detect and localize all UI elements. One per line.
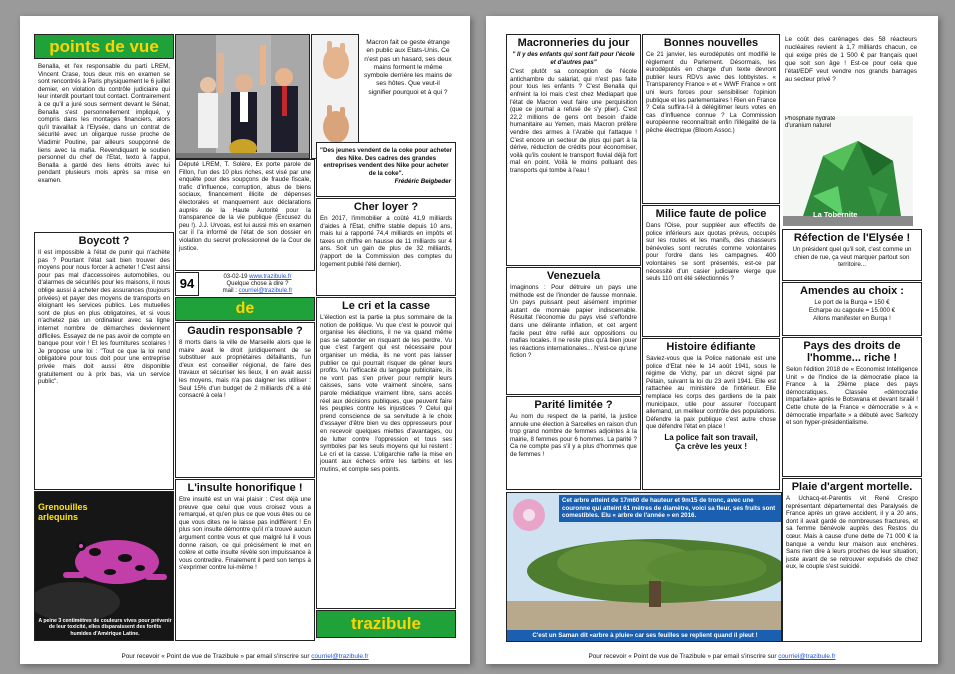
right-page [486, 16, 938, 664]
issue-info [200, 272, 315, 296]
benalla-article [34, 61, 174, 231]
plaie-article [782, 478, 922, 642]
macron-gesture-box [360, 34, 456, 159]
solere-text: Député LREM, T. Solère, Ex porte parole de Fillon, l'un des 10 plus riches, est visé par une enquête pour des soupçons de fraude fiscale, trafic d'influence, corruption, abus de biens sociaux, financement illicite de dépenses électorales et manquement aux déclarations auprès de la Haute Autorité pour la transparence de la vie publique (Excusez du peu !). J.J. Urvoas, est lui aussi mis en examen car il l'a informé de l'état de son dossier en violation du secret professionnel de la Cour de justice. [179, 161, 311, 252]
masthead-title: points de vue [34, 34, 174, 59]
gaudin-article [175, 322, 315, 478]
boycott-text: Il est impossible à l'état de punir qui n'achète pas ? Pourtant l'état sait bien trouver des moyens pour nous forcer à acheter ! C'est ainsi pour pas mal d'accessoires automobiles, ou d'alarmes de sécurités pour les maisons, il nous oblige aussi à acheter des assurances (toujours privées) et payer des moyens de transports en éloignant les services publics. Les mutuelles sont de plus en plus obligatoires, et si vous n'achetez pas un ordinateur avec sa ligne internet nombre de démarches deviennent difficiles. Essayez de ne pas avoir de compte en banque pour voir ! Et les fournitures scolaires ! Je propose une loi : "Tout ce que la loi rend obligatoire pour tous doit pour une entreprise privée mais doit aussi être disponible gratuitement ou à prix bas, via un service public". [38, 249, 170, 386]
droits-article [782, 337, 922, 477]
parite-article [506, 396, 641, 490]
parite-title: Parité limitée ? [534, 399, 613, 411]
left-footer-email[interactable]: courriel@trazibule.fr [311, 653, 369, 660]
histoire-text: Saviez-vous que la Police nationale est une police d'Etat née le 14 août 1941, sous le régime de Vichy, par un décret signé par Pétain, suivant la loi du 23 avril 1941. Elle est rattachée au ministère de l'intérieur. Elle remplace les corps des gardiens de la paix municipaux, utile pour assurer l'occupant allemand, un meilleur contrôle des populations. Défendre la paix publique c'est autre chose que défendre l'état en place ! [646, 355, 776, 431]
gaudin-text: 8 morts dans la ville de Marseille alors que le maire avait le droit juridiquement de se substituer aux propriétaires défaillants, l'un d'eux est conseiller régional, de faire des travaux et sécuriser les lieux, il en avait aussi les moyens, mais n'a pas daigner les utiliser : Seul 15% d'un budget de 2 milliards d'€ a été consacré à cela ! [179, 339, 311, 400]
boycott-article [34, 232, 174, 490]
milice-title: Milice faute de police [655, 208, 767, 220]
benalla-text: Benalla, et l'ex responsable du parti LREM, Vincent Crase, tous deux mis en examen se sont rencontrés à Paris physiquement le 6 juillet dernier, en violation du contrôle judiciaire qui leur interdit pourtant tout contact. Contrairement à ce qu'il a juré sous serment devant le Sénat, Benalla s'est personnellement impliqué, y compris dans les montages financiers, alors qu'il travaillait à l'Elysée, dans un contrat de sécurité avec un oligarque russe proche de Vladimir Poutine, par ailleurs soupçonné de liens avec la mafia. Revendiquant le soutien personnel du chef de l'Etat, texto à l'appui, Benalla a gardé des liens étroits avec lui pendant plusieurs mois après sa mise en examen. [38, 63, 170, 184]
cri-article [316, 297, 456, 609]
refection-text: Un président quel qu'il soit, c'est comme un chien de rue, ça veut marquer partout son territoire... [792, 246, 912, 269]
bonnes-nouvelles-text: Ce 21 janvier, les eurodéputés ont modifié le règlement du Parlement. Désormais, les eurodéputés en charge d'un texte devront publier leurs RDVs avec des lobbyistes. « Transparency France » et « WWF France » ont uni leurs forces pour sensibiliser l'opinion publique et les parlementaires ! Rien en France ? Cela suffira-t-il à délégitimer leurs votes en cas d'influence connue ? La Commission européenne reconnaîtrait enfin l'illégalité de la pêche électrique (Bloom Assoc.) [646, 51, 777, 134]
right-footer-text: Pour recevoir « Point de vue de Trazibule » par email s'inscrire sur [588, 653, 777, 660]
insulte-text: Etre insulté est un vrai plaisir : C'est déjà une preuve que celui que vous croisez vous a remarqué, et qu'en plus ce que vous êtes ou ce que vous dites ne le laisse pas indifférent ! En plus son insulte démontre qu'il n'a trouvé aucun argument contre vous et que malgré lui il vous donne raison, ce qui précisément le met en colère et cette insulte révèle son impuissance à vous contredire. Finalement il perd son temps à s'exprimer contre lui-même ! [179, 496, 311, 572]
hands-gesture-photo [311, 34, 359, 159]
refection-article [782, 229, 922, 281]
quote-text: "Des jeunes vendent de la coke pour acheter des Nike. Des cadres des grandes entreprises vendent des Nike pour acheter de la coke". [320, 147, 452, 177]
macronneries-article [506, 34, 641, 266]
frog-caption-text: A peine 3 centimètres de couleurs vives pour prévenir de leur toxicité, elles disparaissent des forêts humides d'Amérique Latine. [38, 618, 172, 637]
trump-macron-photo [175, 34, 310, 159]
amendes-line-cagoule: Echarpe ou cagoule = 15.000 € [808, 306, 896, 314]
mineral-caption: Phosphate hydraté d'uranium naturel [785, 116, 836, 130]
insulte-title: L'insulte honorifique ! [187, 482, 303, 494]
amendes-title: Amendes au choix : [800, 285, 904, 297]
histoire-title: Histoire édifiante [666, 341, 756, 353]
right-footer [486, 653, 938, 660]
gaudin-title: Gaudin responsable ? [187, 325, 303, 337]
issue-site-link[interactable]: www.trazibule.fr [249, 274, 292, 280]
milice-text: Dans l'Oise, pour suppléer aux effectifs de police inférieurs aux quotas prévus, occupés sur les routes et les manifs, des chasseurs bénévoles sont recrutés comme volontaires pour l'ordre dans les campagnes. 400 volontaires se sont présentés, est-ce par nécessité d'un casier judiciaire vierge que seuls 110 ont été sélectionnés ? [646, 222, 776, 283]
tobernite-photo [783, 116, 913, 226]
macronneries-title: Macronneries du jour [517, 37, 630, 49]
amendes-line-burqa: Le port de la Burqa = 150 € [814, 299, 890, 306]
boycott-title: Boycott ? [78, 235, 130, 247]
left-footer [20, 653, 470, 660]
cher-loyer-title: Cher loyer ? [353, 201, 419, 213]
milice-article [642, 205, 780, 337]
issue-number: 94 [175, 272, 199, 296]
macronneries-lead: " Il y des enfants qui sont fait pour l'école et d'autres pas" [512, 51, 635, 66]
droits-text: Selon l'édition 2018 de « Economist Intelligence Unit » de l'Indice de la démocratie place la France à la 29ème place des pays démocratiques. Classée «démocratie imparfaite» après le Botswana et devant Israël ! Cette chute de la France « démocratie » à « démocratie imparfaite » a débuté avec Sarkozy et son hyper-présidentialisme. [786, 366, 918, 427]
cri-text: L'élection est la partie la plus sommaire de la notion de politique. Vu que c'est le pouvoir qui organise les élections, il ne va quand même pas se saborder en risquant de les perdre. Vu que c'est l'argent qui est nécessaire pour organiser un média, ils ne vont pas laisser publier ce qui pourrait risquer de gêner leurs profits. Vu l'efficacité du langage publicitaire, ils ne vont pas s'en priver pour remplir leurs caisses, sans vote vraiment sincère, sans parole médiatique vraiment libre, sans accès réel aux décisions publiques, que peuvent faire les peuples contre les injustices ? Celui qui prend conscience de sa servitude à le choix d'essayer d'être bien vu des oppresseurs pour en recevoir quelques miettes d'avantages, ou de lutter contre l'oppression et tous ses symboles par les seuls moyens qui lui restent : Le cri et la casse. L'oligarchie rafle la mise en jouant aux échecs entre les larbins et les mutins, et compte ses points. [320, 314, 452, 473]
mineral-name: La Tobernite [813, 210, 858, 219]
macron-gesture-text: Macron fait ce geste étrange en public aux Etats-Unis. Ce n'est pas un hasard, ses deux mains forment le même symbole derrière les mains de ses hôtes. Que veut-il signifier pourquoi et à qui ? [364, 39, 452, 96]
bonnes-nouvelles-title: Bonnes nouvelles [663, 37, 759, 49]
cher-loyer-article [316, 198, 456, 296]
frog-photo [34, 491, 174, 641]
histoire-punch-2: Ça crève les yeux ! [674, 442, 748, 452]
carenage-article [781, 34, 921, 124]
plaie-text: A Uchacq-et-Parentis vit René Crespo représentant départemental des Paralysés de France après un grave accident, il y a 20 ans, dont il avait gardé de nombreuses fractures, et sa femme bénévole auprès des Restos du cœur. Mais à cause d'une dette de 71 000 € la banque a vendu leur maison aux enchères. Sans rien dire à leurs proches de leur situation, juste avant de se retrouver expulsés de chez eux, le couple s'est suicidé. [786, 495, 918, 571]
issue-mail-link[interactable]: courriel@trazibule.fr [238, 288, 293, 294]
saman-tree-photo [506, 492, 782, 642]
left-page [20, 16, 470, 664]
saman-caption: Cet arbre atteint de 17m60 de hauteur et 9m15 de tronc, avec une couronne qui atteint 61 mètres de diamètre, voici sa fleur, ses fruits sont comestibles. Elu « arbre de l'année » en 2016. [559, 495, 781, 522]
venezuela-title: Venezuela [546, 270, 601, 282]
histoire-article [642, 338, 780, 490]
histoire-punch-1: La police fait son travail, [664, 432, 758, 442]
cher-loyer-text: En 2017, l'immobilier a coûté 41,9 milliards d'aides à l'Etat, chiffre stable depuis 10 ans, mais lui a rapporté 74,4 milliards en impôts et taxes un chiffre en hausse de 11 milliards sur 4 ans. Soit un gain de plus de 32 milliards, (rapport de la Commission des comptes du logement publié l'été dernier). [320, 215, 452, 268]
insulte-article [175, 479, 315, 641]
left-footer-text: Pour recevoir « Point de vue de Trazibule » par email s'inscrire sur [121, 653, 310, 660]
venezuela-article [506, 267, 641, 395]
solere-article [175, 159, 315, 271]
amendes-article [782, 282, 922, 336]
issue-prompt: Quelque chose à dire ? [226, 281, 289, 287]
masthead-brand: trazibule [316, 610, 456, 638]
plaie-title: Plaie d'argent mortelle. [791, 481, 913, 493]
venezuela-text: Imaginons : Pour détruire un pays une méthode est de l'inonder de fausse monnaie. Un pays puissant peut aisément imprimer autant de monnaie papier indiscernable. Résultat l'économie du pays visé s'effondre dans une délirante inflation, et cet argent facile peut être refilé aux oppositions ou mafias locales. Il ne reste plus qu'à bien jouer les réactions internationales... N'est-ce qu'une fiction ? [510, 284, 637, 360]
refection-title: Réfection de l'Elysée ! [793, 232, 911, 244]
masthead-de: de [175, 297, 315, 321]
right-footer-email[interactable]: courriel@trazibule.fr [778, 653, 836, 660]
cri-title: Le cri et la casse [341, 300, 431, 312]
parite-text: Au nom du respect de la parité, la justice annule une élection à Sarcelles en raison d'un trop grand nombre de femmes adjointes à la mairie, 8 femmes pour 6 hommes. La parité ? Ca ne compte pas s'il y a plus d'hommes que de femmes ! [510, 413, 637, 458]
issue-date: 03-02-19 [223, 274, 248, 280]
quote-box [316, 142, 456, 197]
carenage-text: Le coût des carénages des 58 réacteurs nucléaires revient à 1,7 milliards chacun, ce qui exige près de 1 500 € par français quel que soit son âge ! Est-ce pour cela que l'état/EDF veut vendre nos grands barrages au secteur privé ? [785, 36, 917, 83]
quote-author: Frédéric Beigbeder [394, 178, 451, 186]
droits-title: Pays des droits de l'homme... riche ! [803, 340, 901, 364]
issue-mail-label: mail : [222, 288, 237, 294]
frog-caption-title: Grenouilles arlequins [38, 502, 88, 522]
macronneries-text: C'est plutôt sa conception de l'école antichambre du salariat, qui n'est pas faite pour tous les enfants ? C'est Benalla qui enfreint la loi mais c'est chez Mediapart que l'état de Macron veut faire une perquisition (que ce journal a refusé de s'y plier). C'est 22,2 millions de gens ont besoin d'aide humanitaire au Yemen, mais Macron préfère vendre des armes à l'Arabie qui l'attaque ! C'est encore un secteur de plus qui part à la dérive, réduction de crédits pour économiser, voilà qu'ils coulent le transport fluvial déjà fort mal en point. Voilà le moins polluant des transports qui tombe à l'eau ! [510, 68, 637, 174]
saman-bottom-caption: C'est un Saman dit «arbre à pluie» car ses feuilles se replient quand il pleut ! [507, 630, 782, 641]
bonnes-nouvelles-article [642, 34, 780, 204]
amendes-line-manifester: Allons manifester en Burqa ! [813, 314, 891, 322]
